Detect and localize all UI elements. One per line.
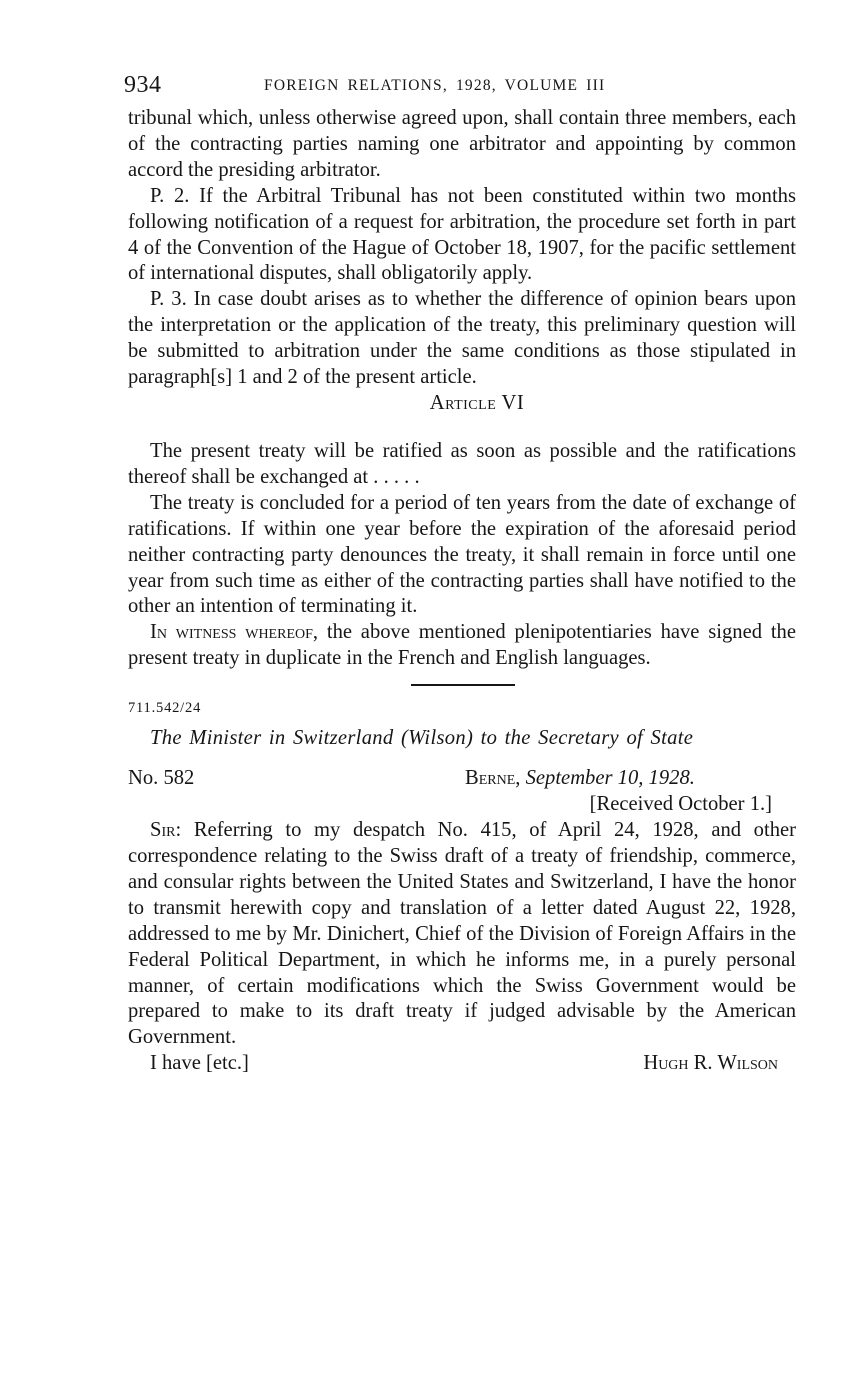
running-title: FOREIGN RELATIONS, 1928, VOLUME III <box>264 77 606 94</box>
witness-lead: In witness whereof, <box>150 621 319 644</box>
despatch-line <box>128 766 796 792</box>
witness-text: the above mentioned plenipotentiaries have signed the present treaty in duplicate in the French and English languages. <box>128 621 796 670</box>
article-heading-number: VI <box>501 391 525 414</box>
paragraph-p2: P. 2. If the Arbitral Tribunal has not been constituted within two months following notification of a request for arbitration, the procedure set forth in part 4 of the Convention of the Hague of October 18, 1907, for the pacific settlement of international disputes, shall obligatorily apply. <box>128 184 796 285</box>
article-heading <box>128 391 796 439</box>
closing-line <box>128 1051 796 1077</box>
section-divider-row <box>128 672 796 696</box>
closing-phrase: I have [etc.] <box>150 1052 249 1075</box>
received-date: [Received October 1.] <box>589 793 772 816</box>
despatch-place: Berne, <box>465 767 521 790</box>
despatch-body-text: : Referring to my despatch No. 415, of April 24, 1928, and other correspondence relating to the Swiss draft of a treaty of friendship, commerce, and consular rights between the United States and Switzerland, I have the honor to transmit herewith copy and translation of a letter dated August 22, 1928, addressed to me by Mr. Dinichert, Chief of the Division of Foreign Affairs in the Federal Political Department, in which he informs me, in a purely personal manner, of certain modifications which the Swiss Government would be prepared to make to its draft treaty if judged advisable by the American Government. <box>128 819 796 1049</box>
page-number: 934 <box>124 72 162 98</box>
despatch-place-date <box>465 766 695 792</box>
despatch-number: No. 582 <box>128 767 195 790</box>
document-title: The Minister in Switzerland (Wilson) to the Secretary of State <box>150 727 694 750</box>
document-page <box>124 70 796 1077</box>
section-divider <box>411 684 515 686</box>
paragraph-p3: P. 3. In case doubt arises as to whether the difference of opinion bears upon the interpretation or the application of the treaty, this preliminary question will be submitted to arbitration under the same conditions as those stipulated in paragraph[s] 1 and 2 of the present article. <box>128 288 796 389</box>
paragraph-ratification: The present treaty will be ratified as soon as possible and the ratifications thereof shall be exchanged at . . . . . <box>128 439 796 488</box>
article-heading-lead: Article <box>429 391 497 414</box>
despatch-date: September 10, 1928. <box>525 767 695 790</box>
paragraph-tribunal: tribunal which, unless otherwise agreed upon, shall contain three members, each of the contracting parties naming one arbitrator and appointing by common accord the presiding arbitrator. <box>128 107 796 181</box>
file-number: 711.542/24 <box>128 700 202 717</box>
paragraph-duration: The treaty is concluded for a period of ten years from the date of exchange of ratifications. If within one year before the expiration of the aforesaid period neither contracting party denounces the treaty, it shall remain in force until one year from such time as either of the contracting parties shall have notified to the other an intention of terminating it. <box>128 491 796 618</box>
running-head <box>124 70 796 106</box>
paragraph-despatch-body <box>128 818 796 1051</box>
signature: Hugh R. Wilson <box>643 1052 778 1075</box>
salutation: Sir <box>150 819 176 842</box>
paragraph-witness <box>128 620 796 672</box>
